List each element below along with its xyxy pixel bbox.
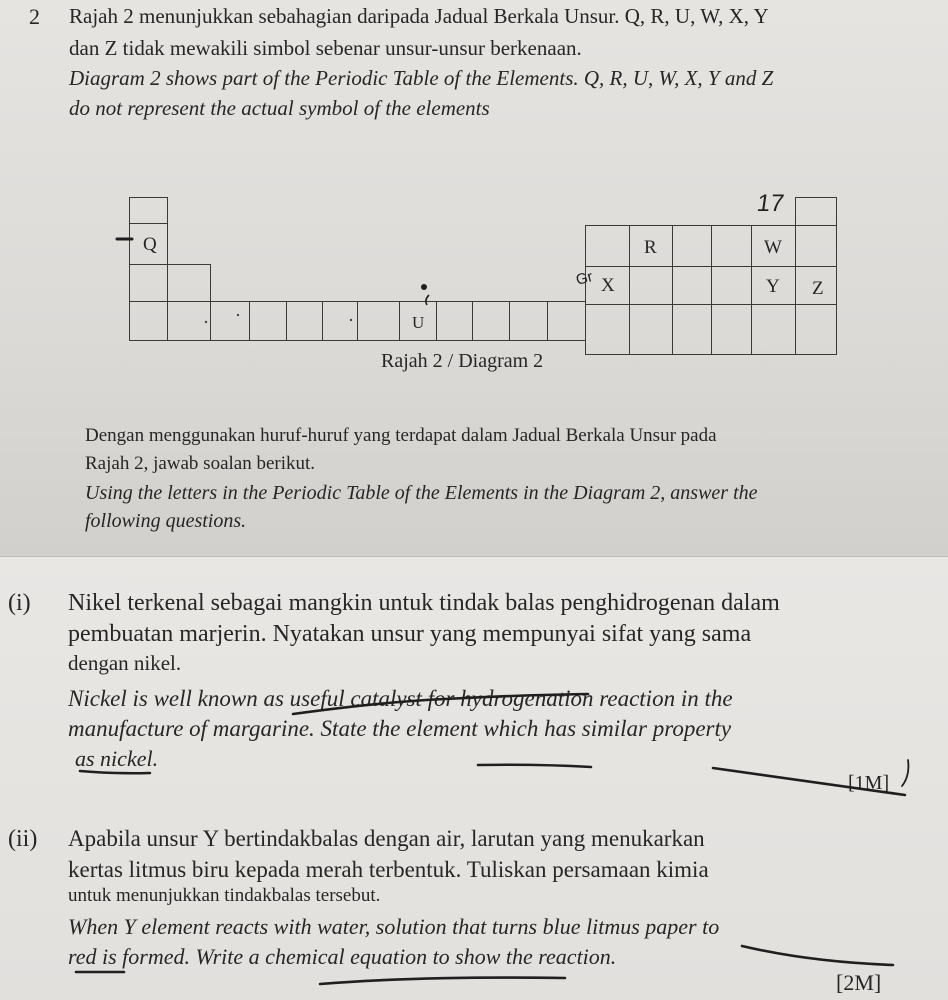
instruction-english-line-2: following questions.	[85, 510, 247, 532]
part-ii-malay-line-3: untuk menunjukkan tindakbalas tersebut.	[68, 885, 381, 906]
part-i-english-line-1: Nickel is well known as useful catalyst for hydrogenation reaction in the	[68, 686, 733, 711]
part-i-malay-line-2: pembuatan marjerin. Nyatakan unsur yang mempunyai sifat yang sama	[68, 621, 752, 647]
instruction-english-line-1: Using the letters in the Periodic Table of the Elements in the Diagram 2, answer the	[85, 482, 758, 504]
element-z: Z	[812, 278, 824, 299]
instruction-malay-line-1: Dengan menggunakan huruf-huruf yang terdapat dalam Jadual Berkala Unsur pada	[85, 425, 717, 446]
handwritten-group-17: 17	[755, 190, 786, 217]
element-w: W	[764, 237, 782, 258]
part-i-malay-line-1: Nikel terkenal sebagai mangkin untuk tindak balas penghidrogenan dalam	[68, 590, 780, 616]
intro-malay-line-1: Rajah 2 menunjukkan sebahagian daripada Jadual Berkala Unsur. Q, R, U, W, X, Y	[69, 4, 769, 28]
intro-malay-line-2: dan Z tidak mewakili simbol sebenar unsur-unsur berkenaan.	[69, 36, 582, 60]
instruction-malay-line-2: Rajah 2, jawab soalan berikut.	[85, 453, 316, 474]
part-i-marks: [1M]	[848, 772, 890, 794]
part-ii-english-line-1: When Y element reacts with water, solution that turns blue litmus paper to	[68, 914, 720, 939]
part-ii-english-line-2: red is formed. Write a chemical equation to show the reaction.	[68, 944, 617, 969]
element-q: Q	[143, 234, 157, 255]
part-ii-malay-line-2: kertas litmus biru kepada merah terbentuk. Tuliskan persamaan kimia	[68, 857, 709, 882]
part-i-number: (i)	[8, 590, 31, 616]
question-number: 2	[29, 4, 40, 29]
part-ii-number: (ii)	[8, 826, 38, 852]
element-x: X	[601, 275, 615, 296]
part-ii-marks: [2M]	[836, 970, 882, 995]
element-r: R	[644, 237, 657, 258]
part-i-malay-line-3: dengan nikel.	[68, 651, 182, 675]
handwritten-note: Gr	[574, 268, 595, 289]
part-i-english-line-3: as nickel.	[75, 746, 159, 771]
element-u: U	[412, 313, 425, 332]
part-i-english-line-2: manufacture of margarine. State the element which has similar property	[68, 716, 732, 741]
intro-english-line-1: Diagram 2 shows part of the Periodic Table of the Elements. Q, R, U, W, X, Y and Z	[69, 66, 774, 90]
diagram-caption: Rajah 2 / Diagram 2	[381, 350, 544, 372]
part-ii-malay-line-1: Apabila unsur Y bertindakbalas dengan air, larutan yang menukarkan	[68, 826, 705, 851]
element-y: Y	[766, 276, 780, 297]
intro-english-line-2: do not represent the actual symbol of the elements	[69, 96, 490, 120]
